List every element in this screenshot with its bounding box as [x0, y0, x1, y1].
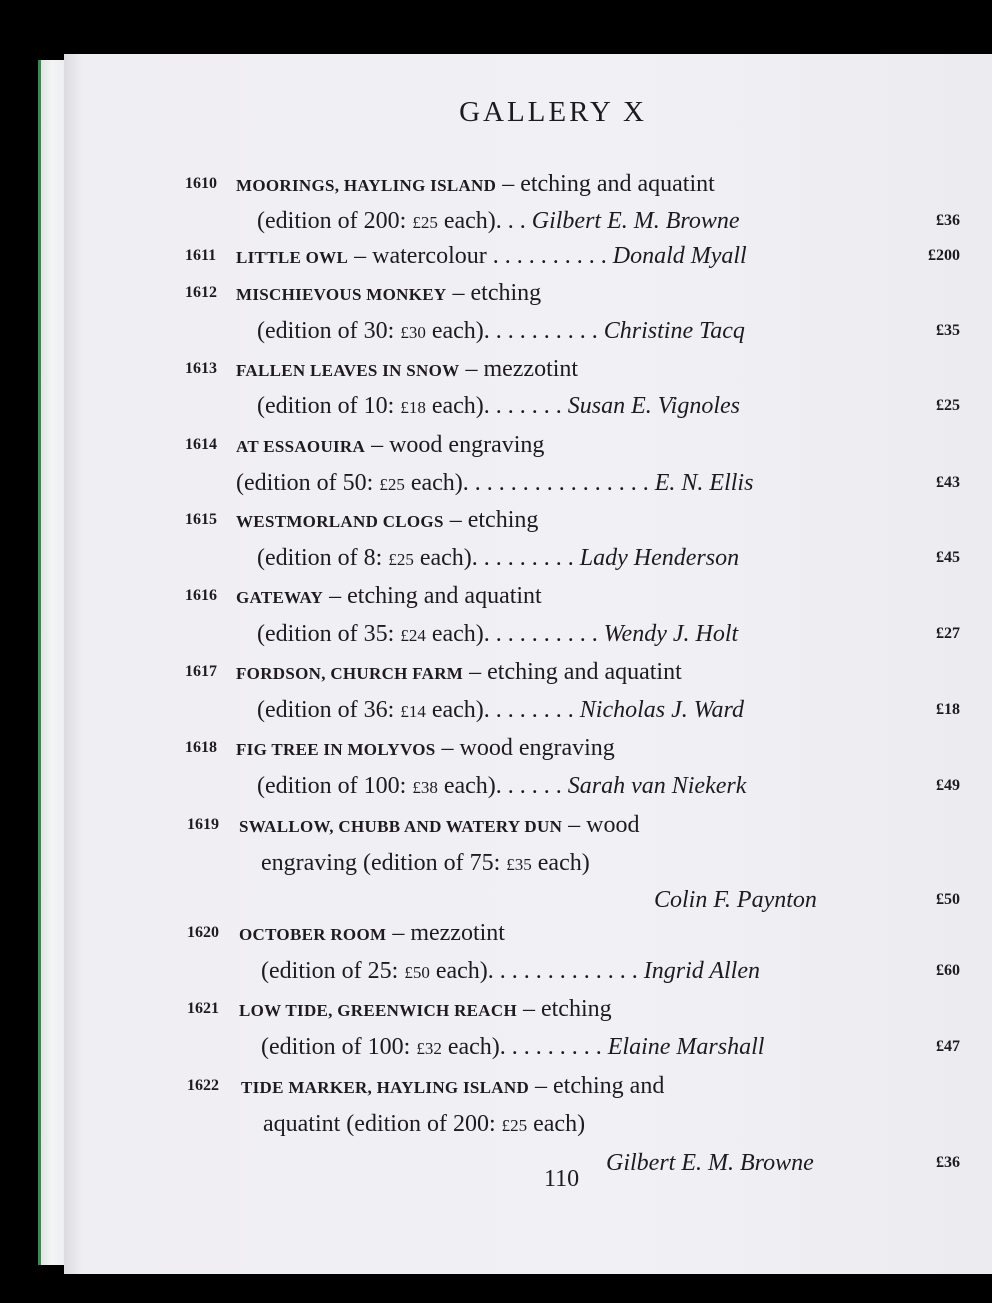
page-number: 110	[544, 1166, 580, 1192]
edition-text: engraving (edition of 75:	[261, 850, 507, 876]
price: £49	[936, 777, 960, 794]
dot-leader: . . . . . . . . . . . . . . . .	[462, 470, 649, 496]
lot-number: 1621	[187, 1000, 219, 1017]
book-page	[64, 54, 992, 1274]
entry-heading	[236, 657, 682, 689]
medium: – etching and aquatint	[502, 171, 715, 197]
artwork-title: LITTLE OWL	[236, 248, 349, 267]
artist-name: Donald Myall	[612, 243, 747, 269]
entry-heading	[236, 241, 747, 273]
artist-name: E. N. Ellis	[654, 470, 754, 496]
edition-close: each)	[404, 470, 463, 496]
entry-heading	[236, 354, 578, 386]
each-price: £25	[379, 475, 405, 494]
price: £47	[936, 1038, 960, 1055]
each-price: £35	[506, 855, 532, 874]
lot-number: 1611	[185, 247, 217, 264]
artist-name: Christine Tacq	[603, 318, 745, 344]
dot-leader: . . . . . . . . . .	[486, 243, 607, 269]
artwork-title: GATEWAY	[236, 588, 324, 607]
edition-line	[236, 468, 753, 500]
lot-number: 1619	[187, 816, 219, 833]
price: £18	[936, 701, 960, 718]
each-price: £32	[416, 1039, 442, 1058]
edition-text: (edition of 36:	[257, 697, 401, 723]
price: £36	[936, 212, 960, 229]
page-title: GALLERY X	[459, 96, 647, 128]
each-price: £14	[400, 702, 426, 721]
edition-text: aquatint (edition of 200:	[263, 1111, 502, 1137]
edition-close: each)	[425, 318, 484, 344]
edition-text: (edition of 100:	[261, 1034, 417, 1060]
edition-close: each)	[425, 393, 484, 419]
medium: – mezzotint	[465, 356, 579, 382]
edition-line	[257, 619, 738, 651]
artist-name: Lady Henderson	[579, 545, 740, 571]
price: £50	[936, 891, 960, 908]
medium: – mezzotint	[392, 920, 505, 946]
lot-number: 1610	[185, 175, 217, 192]
lot-number: 1612	[185, 284, 217, 301]
lot-number: 1618	[185, 739, 217, 756]
edition-line	[257, 316, 745, 348]
entry-heading	[236, 169, 715, 201]
edition-line	[257, 391, 740, 423]
artwork-title: MISCHIEVOUS MONKEY	[236, 285, 447, 304]
dot-leader: . . . . . . . . .	[499, 1034, 602, 1060]
entry-heading	[236, 430, 544, 462]
lot-number: 1616	[185, 587, 217, 604]
artist-name: Colin F. Paynton	[654, 887, 817, 913]
dot-leader: . . .	[495, 208, 526, 234]
edition-text: (edition of 8:	[257, 545, 389, 571]
edition-text: (edition of 25:	[261, 958, 405, 984]
medium: – wood	[568, 812, 640, 838]
artist-name: Gilbert E. M. Browne	[606, 1150, 814, 1176]
lot-number: 1620	[187, 924, 219, 941]
edition-close: each)	[413, 545, 472, 571]
edition-close: each)	[425, 697, 484, 723]
artist-name: Sarah van Niekerk	[567, 773, 747, 799]
edition-line	[261, 1032, 764, 1064]
artwork-title: SWALLOW, CHUBB AND WATERY DUN	[239, 817, 563, 836]
edition-close: each)	[429, 958, 488, 984]
dot-leader: . . . . . . . . . .	[483, 621, 598, 647]
price: £25	[936, 397, 960, 414]
edition-line	[257, 206, 740, 238]
lot-number: 1614	[185, 436, 217, 453]
edition-close: each)	[425, 621, 484, 647]
edition-text: (edition of 200:	[257, 208, 413, 234]
each-price: £50	[404, 963, 430, 982]
price: £200	[928, 247, 960, 264]
entry-heading	[239, 994, 612, 1026]
price: £60	[936, 962, 960, 979]
each-price: £18	[400, 398, 426, 417]
lot-number: 1622	[187, 1077, 219, 1094]
artwork-title: AT ESSAOUIRA	[236, 437, 366, 456]
price: £45	[936, 549, 960, 566]
entry-heading	[236, 581, 542, 613]
lot-number: 1615	[185, 511, 217, 528]
dot-leader: . . . . . . . . . . . . .	[487, 958, 638, 984]
medium: – etching	[522, 996, 612, 1022]
page-gutter-shadow	[64, 54, 82, 1274]
artwork-title: LOW TIDE, GREENWICH REACH	[239, 1001, 517, 1020]
edition-text: (edition of 50:	[236, 470, 380, 496]
artwork-title: FALLEN LEAVES IN SNOW	[236, 361, 460, 380]
edition-close: each)	[531, 850, 590, 876]
artwork-title: TIDE MARKER, HAYLING ISLAND	[241, 1078, 530, 1097]
entry-heading	[236, 505, 538, 537]
medium: – watercolour	[354, 243, 487, 269]
artist-name: Nicholas J. Ward	[579, 697, 744, 723]
medium: – etching and aquatint	[329, 583, 542, 609]
artist-name: Wendy J. Holt	[603, 621, 739, 647]
edition-line	[263, 1109, 585, 1141]
dot-leader: . . . . . . . . . .	[483, 318, 598, 344]
entry-heading	[239, 918, 505, 950]
artwork-title: WESTMORLAND CLOGS	[236, 512, 444, 531]
each-price: £38	[412, 778, 438, 797]
medium: – etching and aquatint	[469, 659, 682, 685]
each-price: £24	[400, 626, 426, 645]
entry-heading	[236, 278, 541, 310]
dot-leader: . . . . . . .	[483, 393, 562, 419]
each-price: £25	[388, 550, 414, 569]
edition-line	[261, 848, 590, 880]
lot-number: 1617	[185, 663, 217, 680]
medium: – etching and	[535, 1073, 665, 1099]
edition-text: (edition of 30:	[257, 318, 401, 344]
dot-leader: . . . . . . . .	[483, 697, 574, 723]
entry-heading	[241, 1071, 664, 1103]
artist-name: Ingrid Allen	[643, 958, 760, 984]
medium: – etching	[452, 280, 542, 306]
edition-text: (edition of 35:	[257, 621, 401, 647]
artwork-title: FIG TREE IN MOLYVOS	[236, 740, 436, 759]
edition-line	[257, 695, 744, 727]
each-price: £25	[501, 1116, 528, 1135]
price: £35	[936, 322, 960, 339]
artist-name: Elaine Marshall	[607, 1034, 765, 1060]
medium: – wood engraving	[371, 432, 545, 458]
dot-leader: . . . . . .	[495, 773, 562, 799]
entry-heading	[236, 733, 615, 765]
artwork-title: OCTOBER ROOM	[239, 925, 387, 944]
medium: – wood engraving	[441, 735, 615, 761]
lot-number: 1613	[185, 360, 217, 377]
each-price: £30	[400, 323, 426, 342]
artist-name: Gilbert E. M. Browne	[531, 208, 740, 234]
edition-line	[257, 543, 739, 575]
edition-text: (edition of 100:	[257, 773, 413, 799]
edition-close: each)	[437, 208, 496, 234]
price: £27	[936, 625, 960, 642]
artwork-title: MOORINGS, HAYLING ISLAND	[236, 176, 497, 195]
edition-line	[257, 771, 746, 803]
edition-close: each)	[527, 1111, 586, 1137]
edition-text: (edition of 10:	[257, 393, 401, 419]
artist-name: Susan E. Vignoles	[567, 393, 740, 419]
price: £43	[936, 474, 960, 491]
medium: – etching	[449, 507, 539, 533]
artwork-title: FORDSON, CHURCH FARM	[236, 664, 464, 683]
edition-close: each)	[437, 773, 496, 799]
entry-heading	[239, 810, 640, 842]
edition-close: each)	[441, 1034, 500, 1060]
price: £36	[936, 1154, 960, 1171]
dot-leader: . . . . . . . . .	[471, 545, 574, 571]
edition-line	[261, 956, 760, 988]
each-price: £25	[412, 213, 438, 232]
